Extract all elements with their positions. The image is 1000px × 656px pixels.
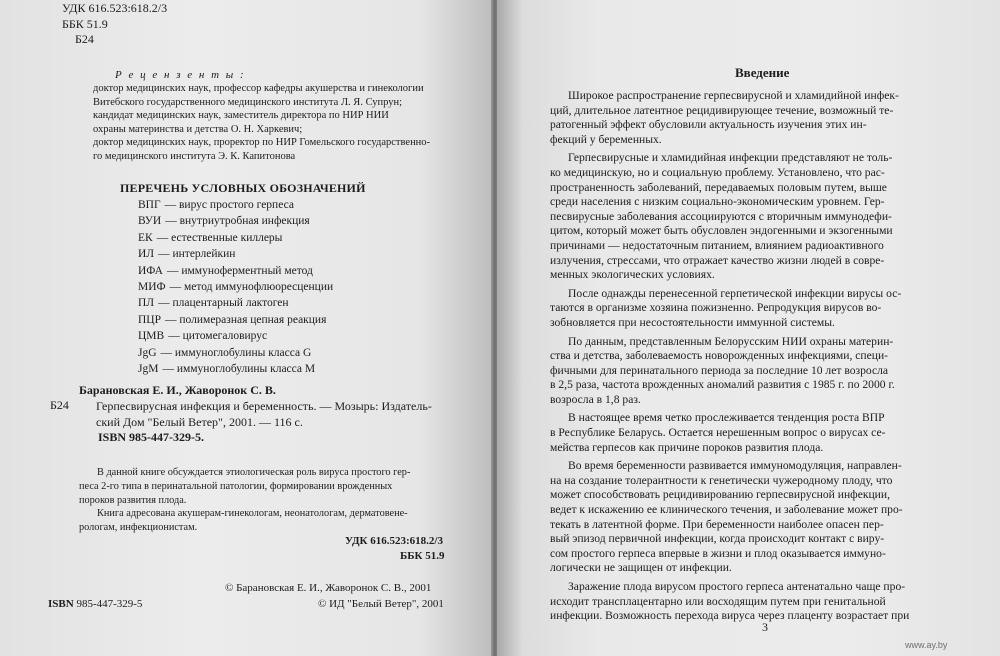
introduction-body [550,89,990,624]
abbreviation: ЦМВ [138,330,165,343]
text-line: ко медицинскую, но и социальную проблему. Установлено, что рас- [550,165,885,179]
text-line: сом простого герпеса впервые в жизни и плод оказывается иммуно- [550,546,886,560]
abstract-line: В данной книге обсуждается этиологическая роль вируса простого гер- [97,467,411,478]
text-line: вый эпизод первичной инфекции, когда происходит контакт с виру- [550,532,885,546]
abbreviation-meaning: — естественные киллеры [156,231,283,244]
abbreviation-row [138,230,333,246]
abbreviation-meaning: — плацентарный лактоген [158,297,289,310]
bibliographic-author-mark: Б24 [50,398,69,412]
abbreviation-row [138,312,333,328]
paragraph [550,287,990,331]
text-line: таются в организме хозяина пожизненно. Репродукция вирусов во- [550,301,882,315]
abbreviation: ИЛ [138,248,155,261]
abbreviation-meaning: — метод иммунофлюоресценции [169,281,334,294]
text-line: По данным, представленным Белорусским НИИ охраны материн- [568,334,894,348]
watermark: www.ay.by [905,640,948,650]
abbreviation-row [138,345,333,361]
copyright-authors: © Барановская Е. И., Жаворонок С. В., 2001 [225,582,432,594]
abstract-line: рологам, инфекционистам. [79,522,198,534]
text-line: может способствовать рецидивированию герпесвирусной инфекции, [550,488,890,502]
text-line: инфекции. Возможность перехода вируса через плаценту возрастает при [550,609,910,623]
author-mark: Б24 [75,32,94,46]
abbreviation-meaning: — вирус простого герпеса [164,199,294,211]
abbreviations-list [138,197,333,377]
reviewer-line: го медицинского института Э. К. Капитонова [93,150,296,162]
introduction-title: Введение [735,65,790,80]
text-line: Широкое распространение герпесвирусной и хламидийной инфек- [568,89,899,102]
bbk-code: ББК 51.9 [62,17,108,31]
text-line: фекций у беременных. [550,132,662,146]
abbreviation-meaning: — цитомегаловирус [168,330,268,343]
text-line: песвирусные заболевания ассоциируются с вторичным иммунодефи- [550,209,892,223]
abstract-line: Книга адресована акушерам-гинекологам, неонатологам, дерматовене- [97,508,408,520]
bibliographic-line: ский Дом "Белый Ветер", 2001. — 116 с. [96,415,303,429]
text-line: ратогенный эффект обусловили актуальность изучения этих ин- [550,118,867,132]
abbreviation-row [138,279,333,295]
paragraph [550,580,990,624]
reviewer-line: доктор медицинских наук, проректор по НИР Гомельского государственно- [93,137,431,149]
isbn-value: 985-447-329-5 [76,598,143,610]
reviewers-list [93,82,468,164]
text-line: излучения, стрессами, что отражает качество жизни людей в совре- [550,253,885,267]
paragraph [550,411,990,455]
paragraph [550,89,990,147]
text-line: текать в латентной форме. При беременности наиболее опасен пер- [550,517,884,531]
text-line: мейства герпесов как причине пороков развития плода. [550,440,824,454]
abbreviation-meaning: — внутриутробная инфекция [165,215,310,228]
abbreviation-meaning: — интерлейкин [158,248,236,261]
text-line: зобновляется при несостоятельности иммунной системы. [550,315,835,329]
bibliographic-description [96,398,493,430]
text-line: среди населения с низким социально-экономическим уровнем. Гер- [550,195,885,209]
text-line: в Республике Беларусь. Остается нерешенным вопрос о вирусах се- [550,426,886,440]
abbreviation-meaning: — иммуноглобулины класса М [162,363,316,376]
abbreviation-row [138,197,333,213]
abbreviation-row [138,246,333,262]
isbn-label: ISBN [48,598,74,610]
text-line: возросла в 1,8 раз. [550,392,641,406]
text-line: фичными для перинатального периода за последние 10 лет возросла [550,363,889,377]
text-line: Заражение плода вирусом простого герпеса антенатально чаще про- [568,580,906,593]
text-line: менных экологических условиях. [550,268,715,282]
abbreviation-row [138,263,333,279]
abbreviation-row [138,328,333,344]
text-line: ведет к искажению ее клинического течения, и заболевание может про- [550,503,903,517]
text-line: После однажды перенесенной герпетической инфекции вирусы ос- [568,286,902,300]
paragraph [550,335,990,408]
reviewers-label: Р е ц е н з е н т ы : [115,69,246,81]
abbreviation: ИФА [138,264,163,277]
abbreviation: ПЦР [138,313,162,326]
abbreviation: МИФ [138,281,166,294]
text-line: ций, длительное латентное рецидивирующее течение, возможный те- [550,103,894,117]
text-line: В настоящее время четко прослеживается тенденция роста ВПР [568,411,885,425]
text-line: цитом, который может быть обусловлен эндогенными и экзогенными [550,224,893,238]
abbreviation-meaning: — полимеразная цепная реакция [165,313,327,326]
copyright-publisher: © ИД "Белый Ветер", 2001 [318,598,444,610]
abbreviation: ПЛ [138,297,155,310]
bibliographic-line: Герпесвирусная инфекция и беременность. — Мозырь: Издатель- [96,399,432,413]
left-page [0,0,493,656]
paragraph [550,151,990,282]
abbreviation-row [138,295,333,311]
isbn-bottom [48,598,142,610]
text-line: ства и детства, заболеваемость новорожденных инфекциями, специ- [550,349,889,363]
udk-code-bottom: УДК 616.523:618.2/3 [345,535,443,547]
abbreviation-meaning: — иммуноглобулины класса G [160,346,312,359]
reviewer-line: Витебского государственного медицинского института Л. Я. Супрун; [93,96,403,108]
text-line: исходит трансплацентарно или восходящим путем при генитальной [550,594,886,608]
abbreviation-meaning: — иммуноферментный метод [166,264,313,277]
text-line: логически не защищен от инфекции. [550,561,732,575]
abstract-line: песа 2-го типа в перинатальной патологии, формировании врожденных [79,480,393,492]
paragraph [550,459,990,576]
abbreviation: JgM [138,363,159,376]
bibliographic-isbn: ISBN 985-447-329-5. [98,430,205,444]
abbreviation-row [138,213,333,229]
text-line: Во время беременности развивается иммуномодуляция, направлен- [568,459,902,473]
reviewer-line: доктор медицинских наук, профессор кафедры акушерства и гинекологии [93,83,424,94]
reviewer-line: охраны материнства и детства О. Н. Харкевич; [93,123,303,135]
abbreviation: ВПГ [138,199,161,211]
abbreviation: ЕК [138,231,153,244]
abbreviations-title: ПЕРЕЧЕНЬ УСЛОВНЫХ ОБОЗНАЧЕНИЙ [120,181,366,195]
text-line: на на создание толерантности к генетически чужеродному плоду, что [550,473,893,487]
reviewer-line: кандидат медицинских наук, заместитель директора по НИР НИИ [93,110,389,122]
abstract-line: пороков развития плода. [79,494,187,506]
page-number: 3 [762,620,768,634]
text-line: Герпесвирусные и хламидийная инфекции представляют не толь- [568,151,893,165]
bibliographic-authors: Барановская Е. И., Жаворонок С. В. [79,383,276,397]
book-abstract [79,466,479,535]
abbreviation: ВУИ [138,215,162,228]
text-line: причинами — недостаточным питанием, влиянием радиоактивного [550,238,884,252]
abbreviation: JgG [138,346,157,359]
udk-code: УДК 616.523:618.2/3 [62,1,168,15]
text-line: пространенность заболеваний, передаваемых половым путем, выше [550,180,887,194]
bbk-code-bottom: ББК 51.9 [400,550,445,562]
text-line: в 2,5 раза, частота врожденных аномалий развития с 1985 г. по 2000 г. [550,378,895,392]
abbreviation-row [138,361,333,377]
